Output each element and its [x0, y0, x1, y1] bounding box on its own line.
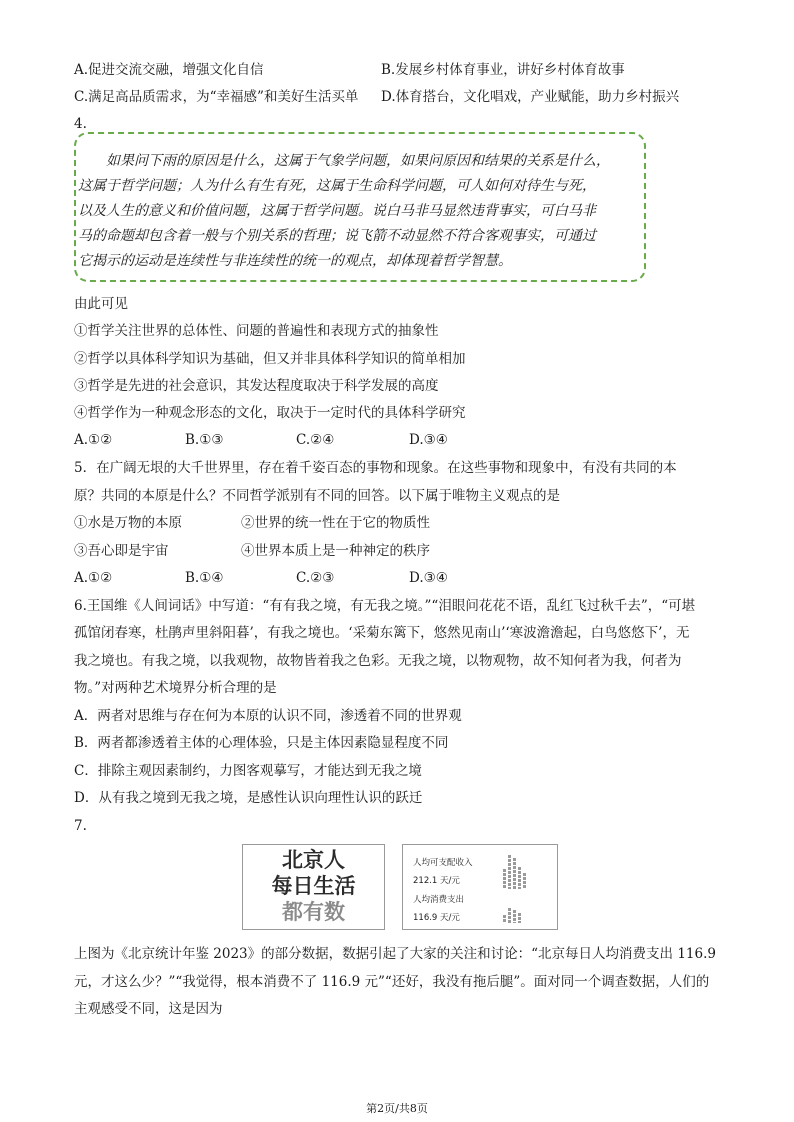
page-number: 第2页/共8页: [366, 1102, 428, 1115]
q7-figure-title-panel: [242, 844, 385, 930]
q7-stem-line: 元，才这么少？”“我觉得，根本消费不了 116.9 元”“还好，我没有拖后腿”。面对同一个调查数据，人们的: [74, 974, 710, 990]
q3-option-d: D.体育搭台，文化唱戏，产业赋能，助力乡村振兴: [381, 89, 680, 105]
q7-figure-data-panel: [402, 844, 558, 930]
q7-stem-line: 主观感受不同，这是因为: [74, 1001, 223, 1017]
q6-stem-line: 我之境也。有我之境，以我观物，故物皆着我之色彩。无我之境，以物观物，故不知何者为我，何者为: [74, 653, 682, 669]
q7-income-bar-icon: [503, 853, 529, 889]
q7-figure: [242, 844, 558, 930]
q7-figure-title-line: 都有数: [282, 900, 345, 924]
q4-option-a: A.①②: [74, 432, 113, 448]
q5-option-c: C.②③: [296, 570, 335, 586]
q6-stem-line: 孤馆闭春寒，杜鹃声里斜阳暮’，有我之境也。‘采菊东篱下，悠然见南山’‘寒波澹澹起，白鸟悠悠下’，无: [74, 625, 690, 641]
q4-statement-2: ②哲学以具体科学知识为基础，但又并非具体科学知识的简单相加: [74, 351, 466, 367]
q5-option-a: A.①②: [74, 570, 113, 586]
figure-bar: [508, 855, 511, 889]
q4-option-b: B.①③: [185, 432, 224, 448]
q7-figure-title-line: 北京人: [282, 848, 345, 872]
q4-quote-line: 以及人生的意义和价值问题，这属于哲学问题。说白马非马显然违背事实，可白马非: [78, 203, 596, 219]
q6-option-c: C．排除主观因素制约，力图客观摹写，才能达到无我之境: [74, 763, 422, 779]
q3-option-c: C.满足高品质需求，为“幸福感”和美好生活买单: [74, 89, 359, 105]
figure-bar: [518, 867, 521, 889]
q6-option-d: D．从有我之境到无我之境，是感性认识向理性认识的跃迁: [74, 790, 423, 806]
q4-number: 4.: [74, 116, 87, 132]
figure-bar: [503, 915, 506, 923]
q7-spend-value: 116.9 天/元: [413, 913, 460, 923]
q4-statement-3: ③哲学是先进的社会意识，其发达程度取决于科学发展的高度: [74, 378, 439, 394]
q7-number: 7.: [74, 818, 87, 834]
q6-stem-line: 物。”对两种艺术境界分析合理的是: [74, 680, 277, 696]
q4-quote-line: 它揭示的运动是连续性与非连续性的统一的观点，却体现着哲学智慧。: [78, 253, 512, 269]
q4-quote-line: 这属于哲学问题；人为什么有生有死，这属于生命科学问题，可人如何对待生与死，: [78, 178, 596, 194]
figure-bar: [508, 908, 511, 923]
q5-stem-line: 原？共同的本原是什么？不同哲学派别有不同的回答。以下属于唯物主义观点的是: [74, 488, 560, 504]
q7-income-label: 人均可支配收入: [413, 858, 473, 868]
q5-stem-line: 5．在广阔无垠的大千世界里，存在着千姿百态的事物和现象。在这些事物和现象中，有没有共同的本: [74, 460, 677, 476]
q7-stem-line: 上图为《北京统计年鉴 2023》的部分数据，数据引起了大家的关注和讨论：“北京每日人均消费支出 116.9: [74, 946, 716, 962]
q5-option-d: D.③④: [409, 570, 448, 586]
q4-statement-1: ①哲学关注世界的总体性、问题的普遍性和表现方式的抽象性: [74, 323, 439, 339]
q6-stem-line: 6.王国维《人间词话》中写道：“有有我之境，有无我之境。”“泪眼问花花不语，乱红飞过秋千去”，“可堪: [74, 598, 696, 614]
q6-option-a: A．两者对思维与存在何为本原的认识不同，渗透着不同的世界观: [74, 708, 462, 724]
q4-quote-line: 如果问下雨的原因是什么，这属于气象学问题，如果问原因和结果的关系是什么，: [106, 153, 610, 169]
q5-statement-1: ①水是万物的本原: [74, 515, 182, 531]
q7-spend-label: 人均消费支出: [413, 895, 465, 905]
q4-option-c: C.②④: [296, 432, 335, 448]
figure-bar: [513, 858, 516, 889]
q4-quote-line: 马的命题却包含着一般与个别关系的哲理；说飞箭不动显然不符合客观事实，可通过: [78, 228, 596, 244]
q3-option-b: B.发展乡村体育事业，讲好乡村体育故事: [381, 62, 625, 78]
q4-statement-4: ④哲学作为一种观念形态的文化，取决于一定时代的具体科学研究: [74, 405, 466, 421]
q5-statement-3: ③吾心即是宇宙: [74, 543, 169, 559]
q6-option-b: B．两者都渗透着主体的心理体验，只是主体因素隐显程度不同: [74, 735, 449, 751]
q5-option-b: B.①④: [185, 570, 224, 586]
q3-option-a: A.促进交流交融，增强文化自信: [74, 62, 264, 78]
figure-bar: [523, 873, 526, 889]
figure-bar: [513, 910, 516, 923]
q7-spend-bar-icon: [503, 895, 525, 923]
q5-statement-2: ②世界的统一性在于它的物质性: [241, 515, 430, 531]
q7-income-value: 212.1 天/元: [413, 876, 460, 886]
figure-bar: [503, 869, 506, 889]
q5-statement-4: ④世界本质上是一种神定的秩序: [241, 543, 430, 559]
figure-bar: [518, 913, 521, 923]
q4-option-d: D.③④: [409, 432, 448, 448]
q4-lead: 由此可见: [74, 296, 128, 312]
q7-figure-title-line: 每日生活: [271, 874, 356, 898]
